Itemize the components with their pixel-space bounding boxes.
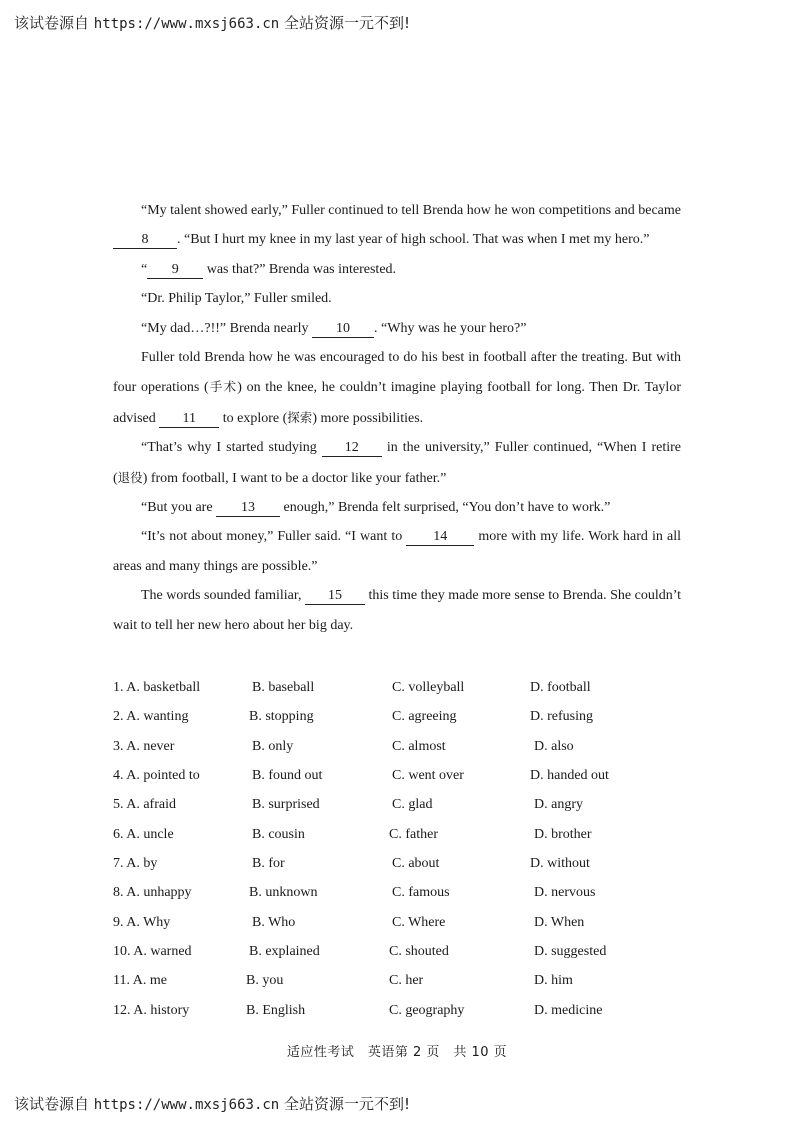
question-row bbox=[113, 705, 713, 734]
option-d: D. also bbox=[534, 738, 574, 754]
blank-15: 15 bbox=[305, 588, 365, 605]
option-c: C. famous bbox=[392, 885, 450, 901]
paragraph: “My dad…?!!” Brenda nearly 10 . “Why was he your hero?” bbox=[141, 320, 527, 336]
option-d: D. nervous bbox=[534, 885, 596, 901]
option-c: C. geography bbox=[389, 1002, 465, 1018]
option-d: D. him bbox=[534, 973, 573, 989]
option-a: 4. A. pointed to bbox=[113, 768, 200, 784]
question-row bbox=[113, 735, 713, 764]
watermark-top bbox=[14, 12, 410, 33]
paragraph: “It’s not about money,” Fuller said. “I want to 14 more with my life. Work hard in all areas and many things are possible.” bbox=[113, 529, 681, 574]
blank-10: 10 bbox=[312, 321, 374, 338]
option-d: D. suggested bbox=[534, 944, 607, 960]
option-b: B. Who bbox=[252, 914, 296, 930]
question-row bbox=[113, 999, 713, 1028]
option-d: D. refusing bbox=[530, 709, 593, 725]
option-b: B. English bbox=[246, 1002, 306, 1018]
paragraph: “ 9 was that?” Brenda was interested. bbox=[141, 261, 397, 277]
option-a: 9. A. Why bbox=[113, 914, 171, 930]
option-a: 2. A. wanting bbox=[113, 709, 189, 725]
option-d: D. brother bbox=[534, 826, 592, 842]
option-c: C. shouted bbox=[389, 944, 449, 960]
option-d: D. When bbox=[534, 914, 585, 930]
option-b: B. cousin bbox=[252, 826, 305, 842]
question-row bbox=[113, 969, 713, 998]
watermark-url[interactable]: https://www.mxsj663.cn bbox=[93, 1097, 280, 1113]
question-row bbox=[113, 793, 713, 822]
question-row bbox=[113, 911, 713, 940]
paragraph: “That’s why I started studying 12 in the university,” Fuller continued, “When I retire (退役) from football, I want to be a doctor like your father.” bbox=[113, 440, 681, 486]
option-b: B. surprised bbox=[252, 797, 320, 813]
option-a: 11. A. me bbox=[113, 973, 167, 989]
answer-options bbox=[113, 676, 713, 1028]
paragraph: “My talent showed early,” Fuller continued to tell Brenda how he won competitions and became 8 . “But I hurt my knee in my last year of high school. That was when I met my hero.” bbox=[113, 196, 681, 255]
option-b: B. you bbox=[246, 973, 284, 989]
option-d: D. angry bbox=[534, 797, 583, 813]
watermark-prefix: 该试卷源自 bbox=[14, 14, 90, 32]
option-b: B. stopping bbox=[249, 709, 314, 725]
option-b: B. baseball bbox=[252, 680, 315, 695]
option-b: B. found out bbox=[252, 768, 323, 784]
paragraph: The words sounded familiar, 15 this time they made more sense to Brenda. She couldn’t wait to tell her new hero about her big day. bbox=[113, 588, 682, 633]
option-c: C. father bbox=[389, 826, 438, 842]
question-row bbox=[113, 881, 713, 910]
watermark-prefix: 该试卷源自 bbox=[14, 1095, 90, 1113]
blank-14: 14 bbox=[406, 529, 474, 546]
option-b: B. for bbox=[252, 856, 285, 872]
question-row bbox=[113, 676, 713, 705]
paragraph: “Dr. Philip Taylor,” Fuller smiled. bbox=[141, 291, 332, 307]
option-b: B. unknown bbox=[249, 885, 318, 901]
blank-9: 9 bbox=[147, 262, 203, 279]
option-d: D. handed out bbox=[530, 768, 609, 784]
watermark-url[interactable]: https://www.mxsj663.cn bbox=[93, 16, 280, 32]
cloze-passage bbox=[113, 196, 681, 640]
paragraph: “But you are 13 enough,” Brenda felt surprised, “You don’t have to work.” bbox=[141, 500, 611, 516]
option-a: 3. A. never bbox=[113, 738, 175, 754]
blank-12: 12 bbox=[322, 440, 382, 457]
watermark-suffix: 全站资源一元不到! bbox=[284, 14, 411, 32]
blank-8: 8 bbox=[113, 232, 177, 249]
option-c: C. about bbox=[392, 856, 440, 872]
option-d: D. football bbox=[530, 680, 591, 695]
option-a: 5. A. afraid bbox=[113, 797, 176, 813]
blank-13: 13 bbox=[216, 500, 280, 517]
option-d: D. without bbox=[530, 856, 590, 872]
option-d: D. medicine bbox=[534, 1002, 603, 1018]
option-c: C. Where bbox=[392, 914, 446, 930]
watermark-suffix: 全站资源一元不到! bbox=[284, 1095, 411, 1113]
option-a: 1. A. basketball bbox=[113, 680, 201, 695]
option-b: B. explained bbox=[249, 944, 320, 960]
option-c: C. glad bbox=[392, 797, 433, 813]
blank-11: 11 bbox=[159, 411, 219, 428]
option-a: 12. A. history bbox=[113, 1002, 190, 1018]
question-row bbox=[113, 764, 713, 793]
option-c: C. almost bbox=[392, 738, 446, 754]
option-a: 10. A. warned bbox=[113, 944, 192, 960]
watermark-bottom bbox=[14, 1093, 410, 1114]
question-row bbox=[113, 823, 713, 852]
option-c: C. went over bbox=[392, 768, 464, 784]
paragraph: Fuller told Brenda how he was encouraged to do his best in football after the treating. But with four operations (手术) on the knee, he couldn’t imagine playing football for long. Then Dr. Taylor advised 11 to explore (探索) more possibilities. bbox=[113, 350, 681, 426]
option-c: C. agreeing bbox=[392, 709, 457, 725]
page-footer: 适应性考试 英语第 2 页 共 10 页 bbox=[286, 1045, 508, 1060]
option-a: 6. A. uncle bbox=[113, 826, 174, 842]
option-c: C. volleyball bbox=[392, 680, 465, 695]
question-row bbox=[113, 852, 713, 881]
option-a: 7. A. by bbox=[113, 856, 158, 872]
question-row bbox=[113, 940, 713, 969]
option-c: C. her bbox=[389, 973, 424, 989]
option-b: B. only bbox=[252, 738, 294, 754]
option-a: 8. A. unhappy bbox=[113, 885, 192, 901]
